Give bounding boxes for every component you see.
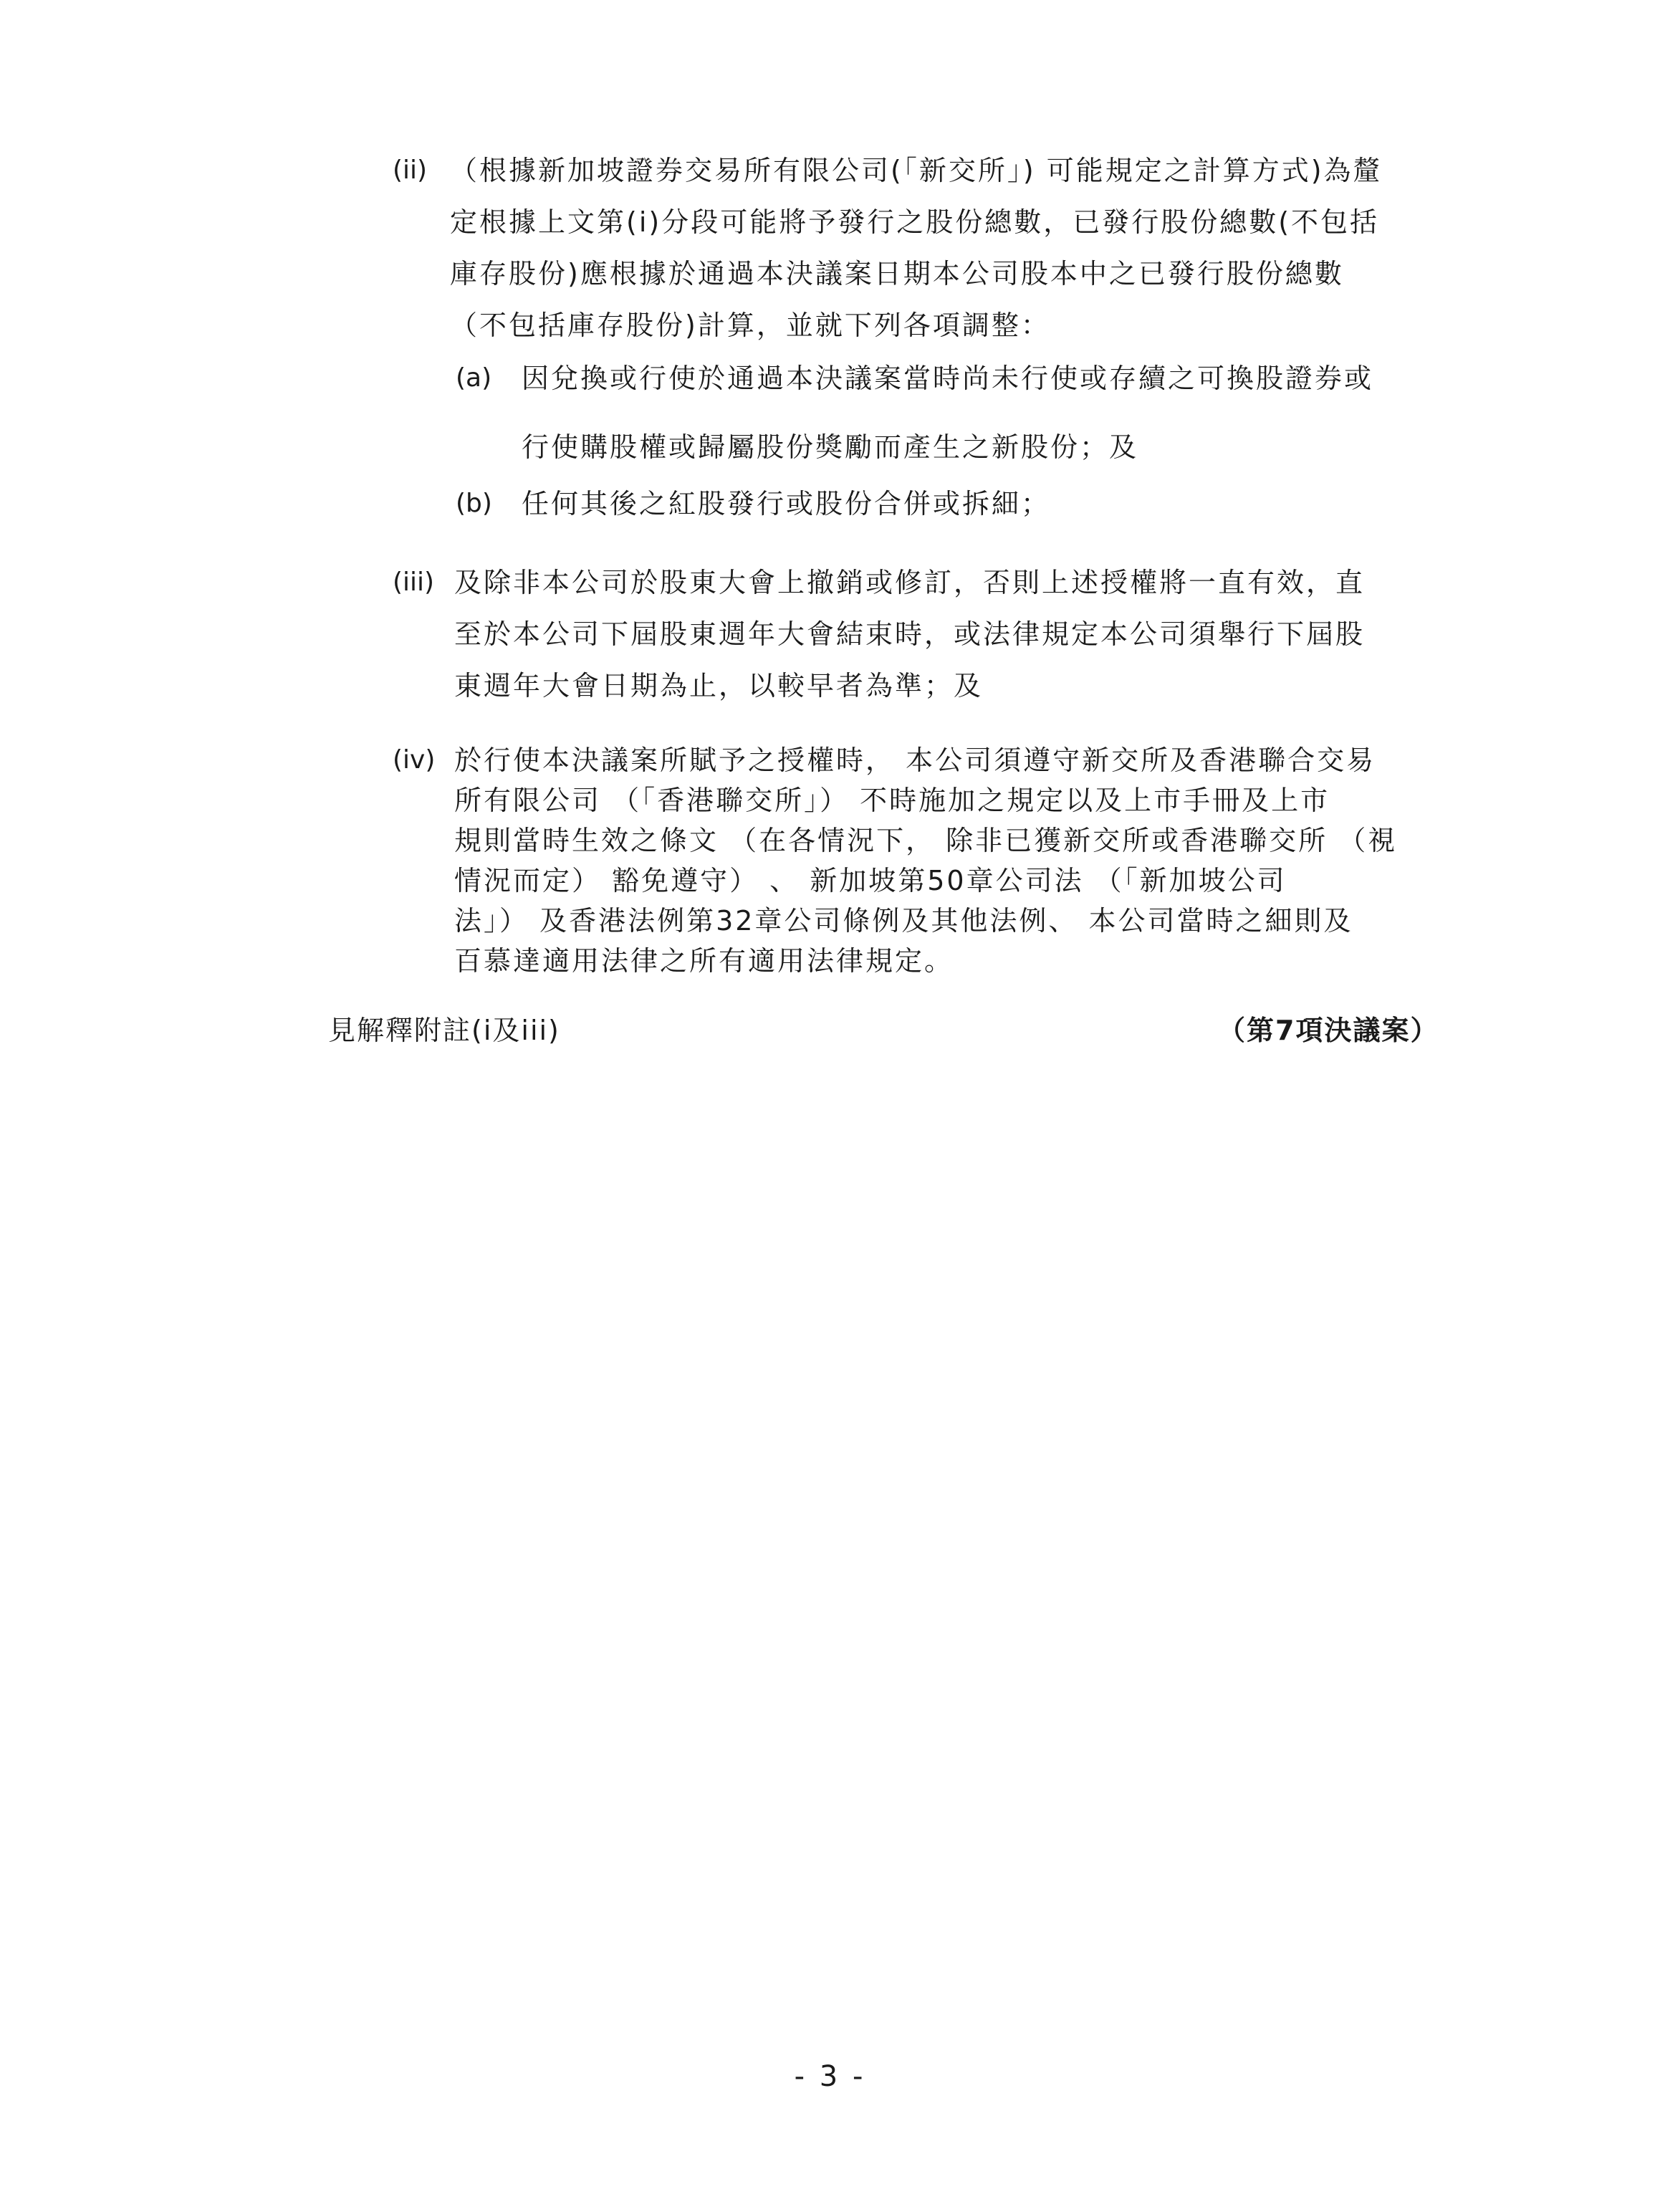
item-marker-iv: (iv) xyxy=(393,745,436,775)
text-line: 至於本公司下屆股東週年大會結束時，或法律規定本公司須舉行下屆股 xyxy=(454,618,1366,650)
item-text-ii xyxy=(450,145,1383,351)
text-line: （根據新加坡證券交易所有限公司(「新交所」) 可能規定之計算方式)為釐 xyxy=(450,155,1383,186)
text-line: 因兌換或行使於通過本決議案當時尚未行使或存續之可換股證券或 xyxy=(522,363,1374,394)
text-line: 行使購股權或歸屬股份獎勵而產生之新股份；及 xyxy=(522,431,1139,463)
text-line: 法」） 及香港法例第32章公司條例及其他法例、 本公司當時之細則及 xyxy=(454,905,1353,937)
item-text-iv xyxy=(454,740,1397,981)
text-line: （不包括庫存股份)計算，並就下列各項調整： xyxy=(450,310,1050,341)
text-line: 規則當時生效之條文 （在各情況下， 除非已獲新交所或香港聯交所 （視 xyxy=(454,825,1398,856)
text-line: 情況而定） 豁免遵守） 、 新加坡第50章公司法 （「新加坡公司 xyxy=(454,865,1287,896)
item-marker-iii: (iii) xyxy=(393,568,435,597)
resolution-label: （第7項決議案） xyxy=(1218,1015,1439,1046)
item-text-iii xyxy=(454,557,1365,712)
text-line: 東週年大會日期為止，以較早者為準；及 xyxy=(454,670,984,702)
text-line: 任何其後之紅股發行或股份合併或拆細； xyxy=(522,488,1051,520)
page-number: - 3 - xyxy=(794,2060,866,2093)
explanatory-note-reference: 見解釋附註(i及iii) xyxy=(328,1015,560,1046)
subitem-marker-b: (b) xyxy=(456,489,492,518)
text-line: 所有限公司 （「香港聯交所」） 不時施加之規定以及上市手冊及上市 xyxy=(454,785,1330,816)
text-line: 庫存股份)應根據於通過本決議案日期本公司股本中之已發行股份總數 xyxy=(450,258,1344,289)
subitem-marker-a: (a) xyxy=(456,363,492,393)
subitem-text-a xyxy=(522,344,1373,482)
text-line: 及除非本公司於股東大會上撤銷或修訂，否則上述授權將一直有效，直 xyxy=(454,567,1366,598)
text-line: 定根據上文第(i)分段可能將予發行之股份總數，已發行股份總數(不包括 xyxy=(450,206,1380,238)
text-line: 於行使本決議案所賦予之授權時， 本公司須遵守新交所及香港聯合交易 xyxy=(454,744,1376,776)
item-marker-ii: (ii) xyxy=(393,155,428,185)
subitem-text-b xyxy=(522,478,1050,530)
text-line: 百慕達適用法律之所有適用法律規定。 xyxy=(454,945,954,977)
